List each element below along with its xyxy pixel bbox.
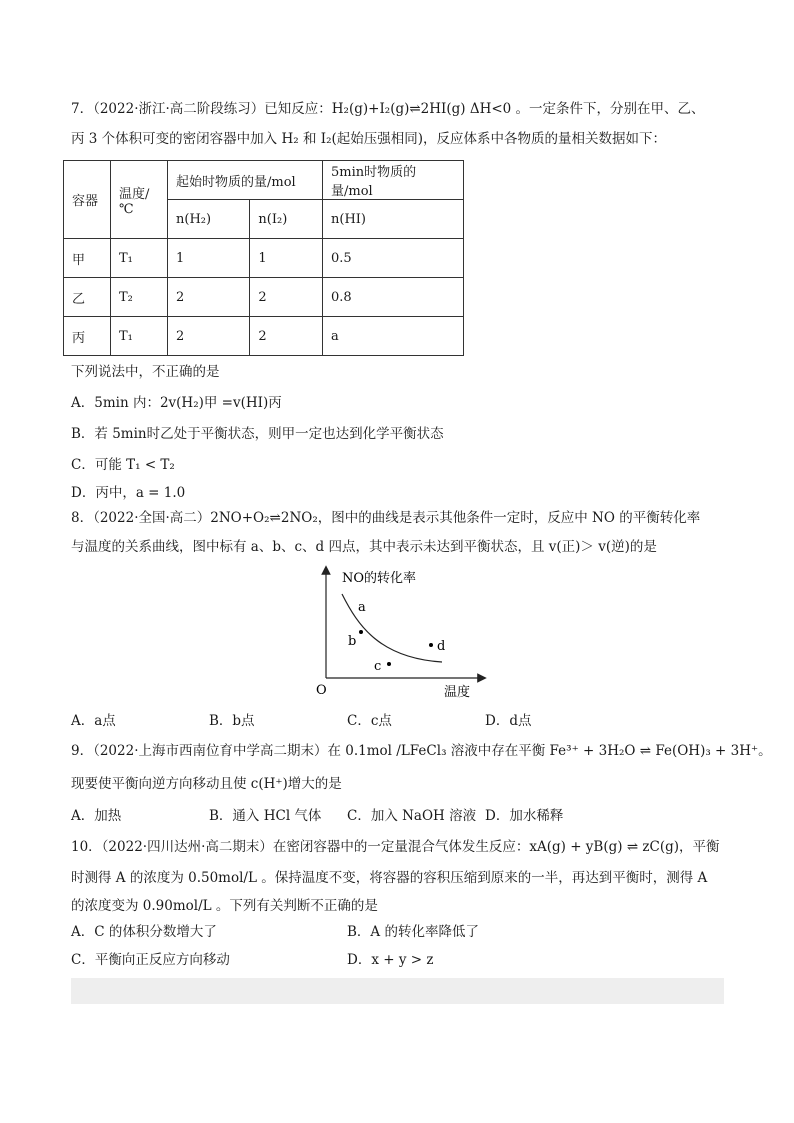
cell-i2: 1 xyxy=(250,239,323,278)
q7-data-table xyxy=(63,160,464,356)
cell-temp: T₁ xyxy=(111,317,168,356)
conversion-curve xyxy=(342,594,442,662)
header-container: 容器 xyxy=(64,161,111,239)
point-b-label: b xyxy=(348,634,357,649)
q9-option-c: C．加入 NaOH 溶液 xyxy=(347,808,477,824)
q7-question: 下列说法中，不正确的是 xyxy=(71,364,220,380)
q10-option-b: B．A 的转化率降低了 xyxy=(347,924,479,940)
q8-option-d: D．d点 xyxy=(485,713,532,729)
q9-option-b: B．通入 HCl 气体 xyxy=(209,808,322,824)
x-axis-label: 温度 xyxy=(444,685,471,700)
point-c-label: c xyxy=(374,659,382,674)
q9-stem-line2: 现要使平衡向逆方向移动且使 c(H⁺)增大的是 xyxy=(71,776,342,792)
q7-option-a: A．5min 内：2v(H₂)甲 =v(HI)丙 xyxy=(71,395,282,411)
q7-stem-line2: 丙 3 个体积可变的密闭容器中加入 H₂ 和 I₂(起始压强相同)，反应体系中各物质的量相关数据如下： xyxy=(71,131,667,147)
cell-hi: 0.8 xyxy=(323,278,464,317)
subheader-n-hi: n(HI) xyxy=(323,200,464,239)
cell-temp: T₂ xyxy=(111,278,168,317)
q10-stem-line2: 时测得 A 的浓度为 0.50mol/L 。保持温度不变，将容器的容积压缩到原来的一半，再达到平衡时，测得 A xyxy=(71,870,708,886)
q7-option-d: D．丙中，a = 1.0 xyxy=(71,485,186,501)
q10-option-c: C．平衡向正反应方向移动 xyxy=(71,952,230,968)
q8-option-b: B．b点 xyxy=(209,713,255,729)
q9-option-a: A．加热 xyxy=(71,808,122,824)
cell-hi: a xyxy=(323,317,464,356)
header-start-amount: 起始时物质的量/mol xyxy=(168,161,323,200)
header-temperature: 温度/℃ xyxy=(111,161,168,239)
cell-h2: 2 xyxy=(168,278,250,317)
header-5min-amount: 5min时物质的量/mol xyxy=(323,161,464,200)
point-d-dot xyxy=(429,643,433,647)
point-c-dot xyxy=(387,662,391,666)
table-row xyxy=(64,317,464,356)
point-d-label: d xyxy=(437,639,446,654)
cell-h2: 1 xyxy=(168,239,250,278)
origin-label: O xyxy=(316,683,327,698)
cell-container: 丙 xyxy=(64,317,111,356)
y-axis-label: NO的转化率 xyxy=(342,571,417,586)
cell-hi: 0.5 xyxy=(323,239,464,278)
q8-conversion-graph xyxy=(310,564,490,704)
q9-option-d: D．加水稀释 xyxy=(485,808,564,824)
point-a-label: a xyxy=(358,600,366,615)
point-b-dot xyxy=(359,630,363,634)
cell-container: 甲 xyxy=(64,239,111,278)
subheader-n-i2: n(I₂) xyxy=(250,200,323,239)
subheader-n-h2: n(H₂) xyxy=(168,200,250,239)
q9-stem-line1: 9．（2022·上海市西南位育中学高二期末）在 0.1mol /LFeCl₃ 溶液中存在平衡 Fe³⁺ + 3H₂O ⇌ Fe(OH)₃ + 3H⁺。 xyxy=(71,743,772,759)
table-row xyxy=(64,278,464,317)
q8-option-a: A．a点 xyxy=(71,713,116,729)
q7-option-b: B．若 5min时乙处于平衡状态，则甲一定也达到化学平衡状态 xyxy=(71,426,444,442)
q7-option-c: C．可能 T₁ < T₂ xyxy=(71,457,175,473)
q8-stem-line2: 与温度的关系曲线，图中标有 a、b、c、d 四点，其中表示未达到平衡状态，且 v(正)＞ v(逆)的是 xyxy=(71,539,657,555)
footer-gray-bar xyxy=(71,978,724,1004)
q10-option-d: D．x + y > z xyxy=(347,952,434,968)
q8-stem-line1: 8．（2022·全国·高二）2NO+O₂⇌2NO₂，图中的曲线是表示其他条件一定时，反应中 NO 的平衡转化率 xyxy=(71,510,701,526)
q8-option-c: C．c点 xyxy=(347,713,392,729)
q7-stem-line1: 7．（2022·浙江·高二阶段练习）已知反应：H₂(g)+I₂(g)⇌2HI(g) ΔH<0 。一定条件下，分别在甲、乙、 xyxy=(71,101,705,117)
cell-temp: T₁ xyxy=(111,239,168,278)
q10-stem-line1: 10．（2022·四川达州·高二期末）在密闭容器中的一定量混合气体发生反应：xA(g) + yB(g) ⇌ zC(g)，平衡 xyxy=(71,839,720,855)
table-row xyxy=(64,239,464,278)
q10-stem-line3: 的浓度变为 0.90mol/L 。下列有关判断不正确的是 xyxy=(71,898,378,914)
cell-i2: 2 xyxy=(250,278,323,317)
cell-i2: 2 xyxy=(250,317,323,356)
cell-h2: 2 xyxy=(168,317,250,356)
cell-container: 乙 xyxy=(64,278,111,317)
q10-option-a: A．C 的体积分数增大了 xyxy=(71,924,217,940)
